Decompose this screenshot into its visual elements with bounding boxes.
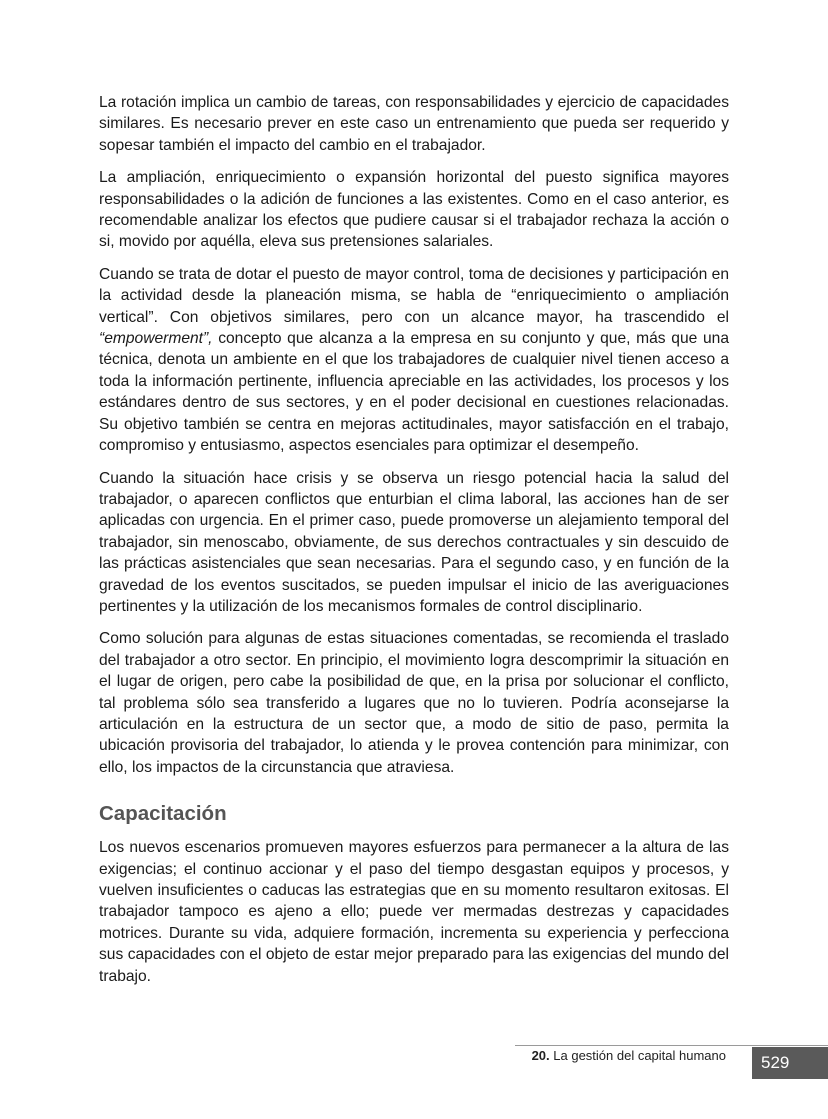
paragraph-horizontal-expansion: La ampliación, enriquecimiento o expansión horizontal del puesto significa mayores responsabilidades o la adición de funciones a las existentes. Como en el caso anterior, es recomendable analizar los efectos que pudiere causar si el trabajador rechaza la acción o si, movido por aquélla, eleva sus pretensiones salariales. bbox=[99, 169, 729, 251]
chapter-number: 20. bbox=[531, 1048, 550, 1063]
running-footer bbox=[532, 1048, 726, 1063]
chapter-title: La gestión del capital humano bbox=[553, 1048, 726, 1063]
paragraph-vertical-enrichment bbox=[99, 264, 729, 457]
paragraph-text: Cuando se trata de dotar el puesto de mayor control, toma de decisiones y participación en la actividad desde la planeación misma, se habla de “enriquecimiento o ampliación vertical”. Con objetivos similares, pero con un alcance mayor, ha trascendido el bbox=[99, 265, 729, 326]
paragraph-rotation: La rotación implica un cambio de tareas, con responsabilidades y ejercicio de capacidades similares. Es necesario prever en este caso un entrenamiento que pueda ser requerido y sopesar también el impacto del cambio en el trabajador. bbox=[99, 94, 729, 154]
paragraph-transfer: Como solución para algunas de estas situaciones comentadas, se recomienda el traslado del trabajador a otro sector. En principio, el movimiento logra descomprimir la situación en el lugar de origen, pero cabe la posibilidad de que, en la prisa por solucionar el conflicto, tal problema sólo sea transferido a lugares que no lo tuvieren. Podría aconsejarse la articulación en la estructura de un sector que, a modo de sitio de paso, permita la ubicación provisoria del trabajador, lo atienda y le provea contención para minimizar, con ello, los impactos de la circunstancia que atraviesa. bbox=[99, 630, 729, 776]
page-number: 529 bbox=[752, 1047, 828, 1079]
footer-divider bbox=[515, 1045, 828, 1046]
paragraph-crisis: Cuando la situación hace crisis y se observa un riesgo potencial hacia la salud del trabajador, o aparecen conflictos que enturbian el clima laboral, las acciones han de ser aplicadas con urgencia. En el primer caso, puede promoverse un alejamiento temporal del trabajador, sin menoscabo, obviamente, de sus derechos contractuales y sin descuido de las prácticas asistenciales que sean necesarias. Para el segundo caso, y en función de la gravedad de los eventos suscitados, se pueden impulsar el inicio de las averiguaciones pertinentes y la utilización de los mecanismos formales de control disciplinario. bbox=[99, 469, 729, 615]
paragraph-training: Los nuevos escenarios promueven mayores esfuerzos para permanecer a la altura de las exigencias; el continuo accionar y el paso del tiempo desgastan equipos y procesos, y vuelven insuficientes o caducas las estrategias que en su momento resultaron exitosas. El trabajador tampoco es ajeno a ello; puede ver mermadas destrezas y capacidades motrices. Durante su vida, adquiere formación, incrementa su experiencia y perfecciona sus capacidades con el objeto de estar mejor preparado para las exigencias del mundo del trabajo. bbox=[99, 839, 729, 985]
page-body bbox=[99, 92, 729, 998]
paragraph-text: concepto que alcanza a la empresa en su conjunto y que, más que una técnica, denota un ambiente en el que los trabajadores de cualquier nivel tienen acceso a toda la información pertinente, influencia apreciable en las actividades, los procesos y los estándares dentro de sus sectores, y en el poder decisional en cuestiones relacionadas. Su objetivo también se centra en mejoras actitudinales, mayor satisfacción en el trabajo, compromiso y entusiasmo, aspectos esenciales para optimizar el desempeño. bbox=[99, 330, 729, 455]
section-heading: Capacitación bbox=[99, 802, 227, 826]
empowerment-term: “empowerment”, bbox=[99, 330, 213, 348]
